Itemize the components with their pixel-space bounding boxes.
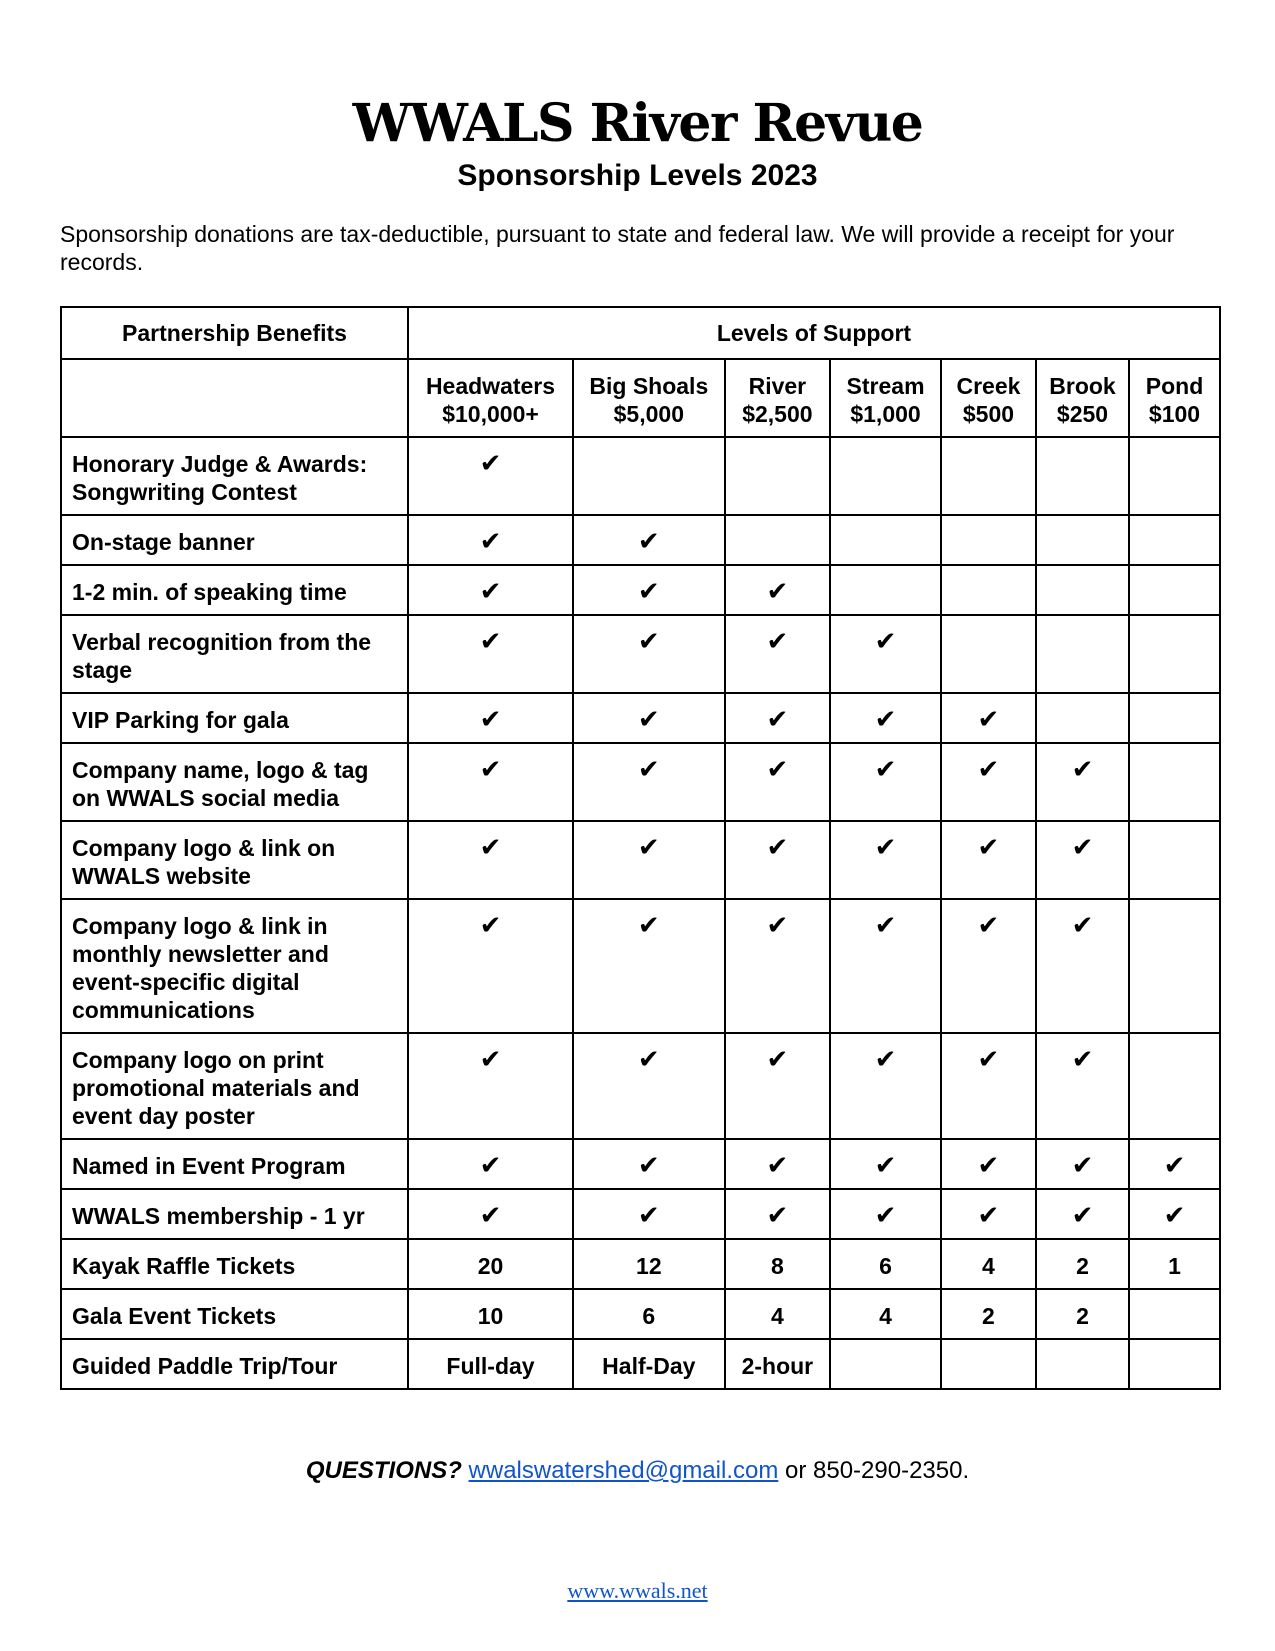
check-cell: [1036, 1189, 1129, 1239]
checkmark-icon: ✔: [479, 1045, 502, 1075]
checkmark-icon: ✔: [1163, 1151, 1186, 1181]
benefit-cell: 1-2 min. of speaking time: [61, 565, 408, 615]
checkmark-icon: ✔: [637, 911, 660, 941]
empty-cell: [830, 1339, 941, 1389]
checkmark-icon: ✔: [874, 755, 897, 785]
checkmark-icon: ✔: [874, 911, 897, 941]
check-cell: [408, 693, 573, 743]
empty-cell: [1129, 615, 1220, 693]
value-cell: 10: [408, 1289, 573, 1339]
checkmark-icon: ✔: [977, 1201, 1000, 1231]
checkmark-icon: ✔: [874, 627, 897, 657]
empty-cell: [1129, 1033, 1220, 1139]
check-cell: [941, 1139, 1036, 1189]
empty-cell: [1129, 565, 1220, 615]
empty-cell: [941, 437, 1036, 515]
value-cell: Full-day: [408, 1339, 573, 1389]
level-name: Headwaters: [425, 373, 556, 399]
value-cell: 6: [573, 1289, 725, 1339]
benefit-cell: Honorary Judge & Awards: Songwriting Contest: [61, 437, 408, 515]
benefit-cell: WWALS membership - 1 yr: [61, 1189, 408, 1239]
check-cell: [830, 1033, 941, 1139]
value-cell: 2: [1036, 1289, 1129, 1339]
check-cell: [830, 1189, 941, 1239]
benefit-cell: Company logo & link on WWALS website: [61, 821, 408, 899]
check-cell: [408, 1189, 573, 1239]
level-name: Pond: [1145, 373, 1204, 399]
check-cell: [941, 1189, 1036, 1239]
empty-cell: [941, 515, 1036, 565]
check-cell: [725, 615, 831, 693]
value-cell: 4: [725, 1289, 831, 1339]
check-cell: [573, 1139, 725, 1189]
questions-line: [0, 1456, 1275, 1486]
checkmark-icon: ✔: [479, 577, 502, 607]
table-row: [61, 515, 1220, 565]
level-amount: $250: [1056, 401, 1109, 427]
benefit-cell: Kayak Raffle Tickets: [61, 1239, 408, 1289]
value-cell: 8: [725, 1239, 831, 1289]
website-link[interactable]: www.wwals.net: [567, 1578, 708, 1603]
benefit-cell: Verbal recognition from the stage: [61, 615, 408, 693]
empty-cell: [941, 1339, 1036, 1389]
checkmark-icon: ✔: [977, 1045, 1000, 1075]
checkmark-icon: ✔: [637, 705, 660, 735]
check-cell: [408, 565, 573, 615]
table-row: [61, 1239, 1220, 1289]
phone-text: or 850-290-2350.: [778, 1457, 970, 1484]
checkmark-icon: ✔: [1071, 1151, 1094, 1181]
check-cell: [1129, 1189, 1220, 1239]
checkmark-icon: ✔: [977, 911, 1000, 941]
level-amount: $100: [1148, 401, 1201, 427]
checkmark-icon: ✔: [874, 1045, 897, 1075]
level-header-big-shoals: [573, 359, 725, 437]
checkmark-icon: ✔: [479, 705, 502, 735]
table-row: [61, 821, 1220, 899]
level-name: Creek: [956, 373, 1021, 399]
check-cell: [573, 615, 725, 693]
checkmark-icon: ✔: [637, 1045, 660, 1075]
check-cell: [573, 515, 725, 565]
empty-cell: [1036, 1339, 1129, 1389]
empty-cell: [830, 515, 941, 565]
checkmark-icon: ✔: [479, 449, 502, 479]
check-cell: [941, 743, 1036, 821]
checkmark-icon: ✔: [766, 1151, 789, 1181]
empty-cell: [1129, 821, 1220, 899]
check-cell: [830, 1139, 941, 1189]
check-cell: [941, 693, 1036, 743]
level-header-river: [725, 359, 831, 437]
check-cell: [573, 565, 725, 615]
check-cell: [830, 693, 941, 743]
checkmark-icon: ✔: [977, 755, 1000, 785]
checkmark-icon: ✔: [479, 527, 502, 557]
check-cell: [1036, 1139, 1129, 1189]
levels-header: Levels of Support: [408, 307, 1220, 359]
empty-cell: [941, 615, 1036, 693]
email-link[interactable]: wwalswatershed@gmail.com: [468, 1457, 779, 1484]
level-name: Stream: [846, 373, 925, 399]
checkmark-icon: ✔: [977, 833, 1000, 863]
checkmark-icon: ✔: [766, 627, 789, 657]
benefit-cell: Company logo on print promotional materials and event day poster: [61, 1033, 408, 1139]
checkmark-icon: ✔: [766, 1201, 789, 1231]
level-amount: $1,000: [850, 401, 921, 427]
checkmark-icon: ✔: [977, 1151, 1000, 1181]
checkmark-icon: ✔: [637, 527, 660, 557]
benefit-cell: Gala Event Tickets: [61, 1289, 408, 1339]
level-header-headwaters: [408, 359, 573, 437]
check-cell: [725, 1033, 831, 1139]
level-header-pond: [1129, 359, 1220, 437]
checkmark-icon: ✔: [766, 1045, 789, 1075]
check-cell: [941, 899, 1036, 1033]
checkmark-icon: ✔: [637, 755, 660, 785]
checkmark-icon: ✔: [766, 577, 789, 607]
sponsorship-table: [60, 306, 1221, 1390]
empty-cell: [1129, 437, 1220, 515]
check-cell: [408, 821, 573, 899]
checkmark-icon: ✔: [1163, 1201, 1186, 1231]
check-cell: [941, 1033, 1036, 1139]
benefit-cell: Company logo & link in monthly newsletter and event-specific digital communications: [61, 899, 408, 1033]
check-cell: [408, 515, 573, 565]
empty-cell: [1036, 615, 1129, 693]
level-header-brook: [1036, 359, 1129, 437]
checkmark-icon: ✔: [479, 911, 502, 941]
checkmark-icon: ✔: [479, 1201, 502, 1231]
level-amount: $5,000: [613, 401, 684, 427]
empty-cell: [941, 565, 1036, 615]
table-row: [61, 743, 1220, 821]
check-cell: [408, 1139, 573, 1189]
benefit-cell: VIP Parking for gala: [61, 693, 408, 743]
check-cell: [725, 743, 831, 821]
check-cell: [408, 899, 573, 1033]
checkmark-icon: ✔: [637, 627, 660, 657]
empty-cell: [1129, 1339, 1220, 1389]
check-cell: [941, 821, 1036, 899]
check-cell: [573, 821, 725, 899]
value-cell: 6: [830, 1239, 941, 1289]
checkmark-icon: ✔: [637, 833, 660, 863]
benefit-cell: Company name, logo & tag on WWALS social media: [61, 743, 408, 821]
check-cell: [573, 743, 725, 821]
empty-cell: [573, 437, 725, 515]
value-cell: 20: [408, 1239, 573, 1289]
table-row: [61, 1139, 1220, 1189]
level-name: Brook: [1049, 373, 1116, 399]
empty-cell: [830, 437, 941, 515]
check-cell: [573, 1189, 725, 1239]
empty-cell: [1036, 437, 1129, 515]
checkmark-icon: ✔: [874, 833, 897, 863]
empty-header-cell: [61, 359, 408, 437]
empty-cell: [1036, 565, 1129, 615]
table-row: [61, 1339, 1220, 1389]
check-cell: [1036, 821, 1129, 899]
check-cell: [408, 615, 573, 693]
questions-label: QUESTIONS?: [305, 1457, 462, 1484]
benefit-cell: Guided Paddle Trip/Tour: [61, 1339, 408, 1389]
check-cell: [725, 821, 831, 899]
checkmark-icon: ✔: [637, 1151, 660, 1181]
benefits-header: Partnership Benefits: [61, 307, 408, 359]
check-cell: [1036, 1033, 1129, 1139]
check-cell: [830, 743, 941, 821]
value-cell: 2: [941, 1289, 1036, 1339]
check-cell: [573, 693, 725, 743]
level-header-stream: [830, 359, 941, 437]
table-row: [61, 437, 1220, 515]
table-row: [61, 1189, 1220, 1239]
check-cell: [408, 1033, 573, 1139]
checkmark-icon: ✔: [1071, 755, 1094, 785]
value-cell: 2-hour: [725, 1339, 831, 1389]
checkmark-icon: ✔: [637, 1201, 660, 1231]
checkmark-icon: ✔: [479, 627, 502, 657]
page-title: WWALS River Revue: [352, 93, 923, 154]
value-cell: 4: [941, 1239, 1036, 1289]
levels-row: [61, 359, 1220, 437]
check-cell: [1036, 899, 1129, 1033]
empty-cell: [1129, 693, 1220, 743]
empty-cell: [1036, 693, 1129, 743]
check-cell: [725, 565, 831, 615]
checkmark-icon: ✔: [766, 755, 789, 785]
checkmark-icon: ✔: [479, 833, 502, 863]
check-cell: [408, 743, 573, 821]
level-name: River: [748, 373, 807, 399]
checkmark-icon: ✔: [766, 705, 789, 735]
checkmark-icon: ✔: [874, 1151, 897, 1181]
level-amount: $2,500: [742, 401, 813, 427]
value-cell: 4: [830, 1289, 941, 1339]
checkmark-icon: ✔: [1071, 833, 1094, 863]
checkmark-icon: ✔: [766, 833, 789, 863]
intro-paragraph: Sponsorship donations are tax-deductible, pursuant to state and federal law. We will provide a receipt for your records.: [60, 221, 1175, 275]
checkmark-icon: ✔: [874, 1201, 897, 1231]
check-cell: [830, 899, 941, 1033]
benefit-cell: On-stage banner: [61, 515, 408, 565]
empty-cell: [1129, 743, 1220, 821]
level-header-creek: [941, 359, 1036, 437]
checkmark-icon: ✔: [479, 755, 502, 785]
value-cell: 1: [1129, 1239, 1220, 1289]
table-header-row: [61, 307, 1220, 359]
check-cell: [1036, 743, 1129, 821]
check-cell: [725, 1189, 831, 1239]
check-cell: [725, 693, 831, 743]
check-cell: [725, 1139, 831, 1189]
check-cell: [573, 1033, 725, 1139]
empty-cell: [1129, 515, 1220, 565]
table-row: [61, 1289, 1220, 1339]
empty-cell: [830, 565, 941, 615]
empty-cell: [1036, 515, 1129, 565]
checkmark-icon: ✔: [1071, 1201, 1094, 1231]
empty-cell: [1129, 1289, 1220, 1339]
table-row: [61, 693, 1220, 743]
table-row: [61, 1033, 1220, 1139]
check-cell: [1129, 1139, 1220, 1189]
table-row: [61, 565, 1220, 615]
table-row: [61, 615, 1220, 693]
empty-cell: [725, 515, 831, 565]
level-amount: $10,000+: [442, 401, 539, 427]
table-row: [61, 899, 1220, 1033]
check-cell: [408, 437, 573, 515]
level-amount: $500: [962, 401, 1015, 427]
empty-cell: [725, 437, 831, 515]
benefit-cell: Named in Event Program: [61, 1139, 408, 1189]
table-body: [61, 437, 1220, 1389]
check-cell: [830, 615, 941, 693]
check-cell: [725, 899, 831, 1033]
level-name: Big Shoals: [589, 373, 709, 399]
value-cell: 12: [573, 1239, 725, 1289]
checkmark-icon: ✔: [637, 577, 660, 607]
empty-cell: [1129, 899, 1220, 1033]
checkmark-icon: ✔: [874, 705, 897, 735]
checkmark-icon: ✔: [479, 1151, 502, 1181]
checkmark-icon: ✔: [766, 911, 789, 941]
value-cell: 2: [1036, 1239, 1129, 1289]
check-cell: [573, 899, 725, 1033]
page-subtitle: Sponsorship Levels 2023: [457, 159, 818, 192]
checkmark-icon: ✔: [1071, 1045, 1094, 1075]
value-cell: Half-Day: [573, 1339, 725, 1389]
check-cell: [830, 821, 941, 899]
checkmark-icon: ✔: [1071, 911, 1094, 941]
checkmark-icon: ✔: [977, 705, 1000, 735]
